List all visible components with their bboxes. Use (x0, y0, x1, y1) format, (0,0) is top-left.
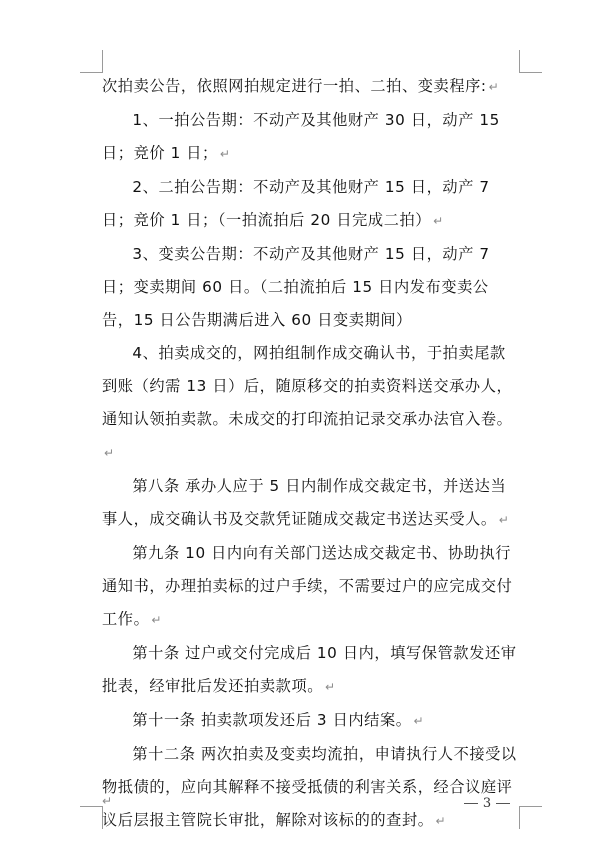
paragraph-article-12: 第十二条 两次拍卖及变卖均流拍，申请执行人不接受以物抵债的，应向其解释不接受抵债的利害关系，经合议庭评议后层报主管院长审批，解除对该标的的查封。 ↵ (102, 745, 517, 829)
footer-paragraph-mark-icon: ↵ (102, 794, 113, 808)
paragraph-article-10: 第十条 过户或交付完成后 10 日内，填写保管款发还审批表，经审批后发还拍卖款项。 ↵ (102, 644, 517, 695)
crop-mark-bottom-right (519, 806, 542, 829)
dash-right (496, 803, 510, 804)
dash-left (464, 803, 478, 804)
page-number (455, 794, 519, 812)
paragraph-mark-icon: ↵ (104, 446, 115, 460)
paragraph-article-11: 第十一条 拍卖款项发还后 3 日内结案。 ↵ (132, 711, 424, 729)
paragraph-mark-icon: ↵ (219, 147, 230, 161)
paragraph-2: 1、一拍公告期：不动产及其他财产 30 日，动产 15 日；竞价 1 日； ↵ (102, 111, 500, 162)
paragraph-mark-icon: ↵ (498, 513, 509, 527)
crop-mark-top-right (519, 50, 542, 73)
paragraph-mark-icon: ↵ (433, 214, 444, 228)
paragraph-article-9: 第九条 10 日内向有关部门送达成交裁定书、协助执行通知书，办理拍卖标的过户手续，不需要过户的应完成交付工作。 ↵ (102, 544, 513, 628)
paragraph-mark-icon: ↵ (151, 613, 162, 627)
paragraph-mark-icon: ↵ (413, 714, 424, 728)
paragraph-1: 次拍卖公告，依照网拍规定进行一拍、二拍、变卖程序: ↵ (102, 77, 499, 95)
page-number-value: 3 (482, 795, 492, 811)
document-body[interactable] (102, 70, 520, 838)
paragraph-mark-icon: ↵ (325, 680, 336, 694)
crop-mark-top-left (80, 50, 103, 73)
paragraph-mark-icon: ↵ (488, 80, 499, 94)
paragraph-4: 3、变卖公告期：不动产及其他财产 15 日，动产 7 日；变卖期间 60 日。（二拍流拍后 15 日内发布变卖公告，15 日公告期满后进入 60 日变卖期间） (102, 245, 490, 329)
paragraph-3: 2、二拍公告期：不动产及其他财产 15 日，动产 7 日；竞价 1 日；（一拍流拍后 20 日完成二拍） ↵ (102, 178, 490, 229)
paragraph-mark-icon: ↵ (435, 814, 446, 828)
paragraph-5: 4、拍卖成交的，网拍组制作成交确认书，于拍卖尾款到账（约需 13 日）后，随原移交的拍卖资料送交承办人，通知认领拍卖款。未成交的打印流拍记录交承办法官入卷。↵ (102, 344, 513, 460)
paragraph-article-8: 第八条 承办人应于 5 日内制作成交裁定书，并送达当事人，成交确认书及交款凭证随成交裁定书送达买受人。 ↵ (102, 477, 509, 528)
crop-mark-bottom-left (80, 806, 103, 829)
